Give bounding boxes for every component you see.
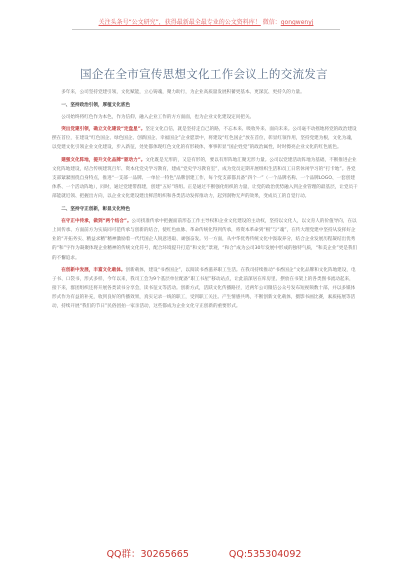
section-heading xyxy=(52,205,358,214)
paragraph-text: 创新载体，建设“书香国企”，以阅读书香滋养职工生活。在我司持续推动“书香国企”文化品牌和文化阵地建设，电子书、口袋书，形式多样，今年以来，我司工会为9个基层单位配备“职工书屋”移动站点，让此前深居在库房里、摆放在书架上的各类图书流动起来，接下来，群团组织还将开展各类读书分享会，读书征文等活动。创新方式，活跃文化传播路径，近两年公司微信公众号发布短视频数十部，并以多媒体形式作为有益的补充，收到良好的传播效果，真实记录一线的职工，受到职工关注。产生情感共鸣，不断创新文化载体，摄影书画比赛，素质拓展等活动，持续开展“我们的节日”民俗团拍一家亲活动，这些都成为企业文化守正创新的重要形式。 xyxy=(52,267,356,309)
section-heading xyxy=(52,101,358,110)
footer-qq: QQ:535304092 xyxy=(228,549,302,560)
footer-qq-group: QQ群：30265665 xyxy=(106,549,189,560)
body-paragraph xyxy=(52,113,358,122)
paragraph-text: 多年来，公司坚持党建引领，文化赋能，立心铸魂，聚力助行，为企业高质量发展积蓄更基本、更深沉、更持久的力量。 xyxy=(61,90,305,95)
body-paragraph xyxy=(52,125,358,152)
paragraph-lead: 突出党建引领，确立文化建设“定盘星”。 xyxy=(61,127,146,133)
body-paragraph xyxy=(52,266,358,311)
banner-wechat-id: gongwenyj xyxy=(280,19,314,26)
banner-wechat-label: 微信： xyxy=(262,19,281,26)
banner-promo-text: 关注头条号“公文研究”，获得最新最全最专业的公文资料库！ xyxy=(98,19,261,26)
document-title: 国企在全市宣传思想文化工作会议上的交流发言 xyxy=(80,67,328,81)
paragraph-text: 二、坚持守正创新，彰显文化特色 xyxy=(61,207,131,213)
body-paragraph xyxy=(52,88,358,97)
paragraph-lead: 在创新中发展，丰富文化载体。 xyxy=(61,267,126,273)
document-body xyxy=(52,88,358,314)
paragraph-text: 坚定文化自信，就是坚持走自己的路，不忘本来、吸收外来、面向未来。公司毫不动摇地将党的政治建设摆在首位，在建设“红色国企、绿色国企、创新国企、幸福国企”企业愿景中，将建设“红色国企”放在首位，彰显红领作用，坚持党建为根，文化为魂，以党建文化引领企业文化建设，步入新征，处处都体现红色文化的有形载体，事事彰显“国企姓党”的政治属性，时时擦亮企业文化的红色底色。 xyxy=(52,127,357,151)
body-paragraph xyxy=(52,156,358,201)
body-paragraph xyxy=(52,217,358,262)
paragraph-text: 一、坚持政治引领，厚植文化底色 xyxy=(61,103,131,109)
paragraph-text: 公司找准传承中把握面前形态工作主导权和企业文化建设的主动权，坚持以文化人，以文育人的价值导向，在以上同传承、方面前方为实质同可范传承与创新的结合，使红色血脉、革命传统化得到传承，将资本革命到“根”与“魂”，在传大理党建中坚持从发挥好企业的“开拓务实、精益求精”精神激励着一代代国企人锐意进取、顽强奋发。另一方面，从中华优秀传统文化中汲取养分，结合企业发展历程凝结出优秀的“和”字作为凝聚体现企业精神的传统文化符号，配合环境提升打造“和文化”景观，“和合”成为公司30年发展中形成的独特气质，“和美企业”更是我们的不懈追求。 xyxy=(52,219,358,261)
paragraph-text: 公司始终将红色作为本色，作为信仰，融入企业工作的方方面面，也为企业文化建设定问把关。 xyxy=(61,115,255,121)
paragraph-text: 文化既是无形的，又是有形的，要以有形阵地汇聚无形力量。公司以党建活动阵地为基础，不断推进企业文化阵地建设，结合传统建筑百年、资本化党史学习教育，建成“党史学习教育室”，成为党员定期开展组织生活和员工日常休闲学习的“打卡地”。各党支部紧紧围绕自身特点，推进“一支部一品牌、一单位一特色”品牌创建工作，每个党支部都具备“四个一”（一个品牌名称、一个品牌LOGO、一套创建体系、一个活动阵地），同时，通过党建带群建，创建“五好”班组。正是通过不断强化组织的力量，让党的政治优势融入到企业管理的最基层，让党员干部能就近领、把握出方向，以企业文化建设建出鲜活组织和各类活动发挥推动力，起到润物无声的效果，变成员工的自觉行动。 xyxy=(52,157,358,199)
top-banner xyxy=(72,17,340,30)
paragraph-lead: 在守正中传承，做到“两个结合”。 xyxy=(61,219,132,225)
paragraph-lead: 建强文化阵地，提升文化品牌“驱动力”。 xyxy=(61,157,146,163)
footer-contacts xyxy=(0,546,408,560)
